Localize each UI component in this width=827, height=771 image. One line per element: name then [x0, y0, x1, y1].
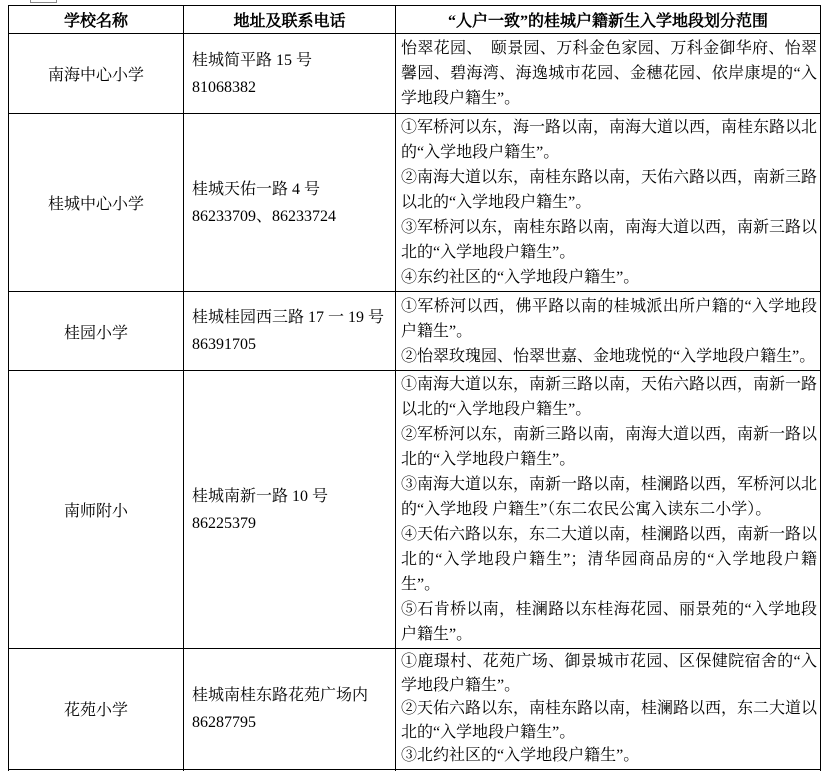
zone-item: ②天佑六路以东，南桂东路以南，桂澜路以西，东二大道以北的“入学地段户籍生”。	[401, 700, 818, 741]
phone-line: 86391705	[192, 336, 256, 353]
address-cell	[184, 34, 396, 114]
address-line: 桂城南新一路 10 号	[192, 487, 329, 505]
zone-list-cell	[396, 34, 821, 114]
column-header-address: 地址及联系电话	[184, 6, 396, 34]
table-row	[9, 114, 821, 292]
zone-item: ①军桥河以西，佛平路以南的桂城派出所户籍的“入学地段户籍生”。	[401, 297, 817, 340]
column-header-zones: “人户一致”的桂城户籍新生入学地段划分范围	[396, 6, 821, 34]
address-cell	[184, 292, 396, 371]
address-line: 桂城简平路 15 号	[192, 51, 313, 69]
phone-line: 86287795	[192, 713, 256, 731]
address-cell	[184, 371, 396, 649]
zone-list-cell	[396, 371, 821, 649]
column-header-school: 学校名称	[9, 6, 184, 34]
table-row	[9, 371, 821, 649]
school-name-cell: 桂城中心小学	[9, 114, 184, 292]
zone-item: ④天佑六路以东，东二大道以南，桂澜路以西，南新一路以北的“入学地段户籍生”；清华园商品房的“入学地段户籍生”。	[401, 526, 818, 593]
phone-line: 81068382	[192, 78, 256, 96]
zone-list-cell	[396, 292, 821, 371]
zone-item: ②南海大道以东，南桂东路以南，天佑六路以西，南新三路以北的“入学地段户籍生”。	[401, 169, 818, 211]
phone-line: 86225379	[192, 514, 256, 532]
zone-item: ①南海大道以东，南新三路以南，天佑六路以西，南新一路以北的“入学地段户籍生”。	[401, 376, 818, 418]
address-line: 桂城南桂东路花苑广场内	[192, 686, 369, 704]
school-name-cell: 南师附小	[9, 371, 184, 649]
zone-item: ②军桥河以东，南新三路以南，南海大道以西，南新一路以北的“入学地段户籍生”。	[401, 426, 818, 468]
school-name-cell: 花苑小学	[9, 649, 184, 770]
zone-item: ③军桥河以东，南桂东路以南，南海大道以西，南新三路以北的“入学地段户籍生”。	[401, 219, 818, 261]
zone-item: 怡翠花园、 颐景园、万科金色家园、万科金御华府、怡翠馨园、碧海湾、海逸城市花园、金穗花园、依岸康堤的“入学地段户籍生”。	[401, 40, 817, 107]
zone-item: ①鹿璟村、花苑广场、御景城市花园、区保健院宿舍的“入学地段户籍生”。	[401, 653, 817, 694]
table-row	[9, 649, 821, 770]
address-cell	[184, 649, 396, 770]
zone-item: ④东约社区的“入学地段户籍生”。	[401, 269, 640, 286]
header-row	[9, 6, 821, 34]
address-cell	[184, 114, 396, 292]
school-name-cell: 桂园小学	[9, 292, 184, 371]
school-zones-table	[8, 5, 821, 771]
school-name-cell: 南海中心小学	[9, 34, 184, 114]
zone-item: ③南海大道以东，南新一路以南，桂澜路以西，军桥河以北的“入学地段 户籍生”（东二农民公寓入读东二小学）。	[401, 476, 818, 518]
zone-item: ⑤石肯桥以南，桂澜路以东桂海花园、丽景苑的“入学地段户籍生”。	[401, 601, 817, 643]
table-row	[9, 292, 821, 371]
zone-item: ②怡翠玫瑰园、怡翠世嘉、金地珑悦的“入学地段户籍生”。	[401, 347, 816, 365]
table-row	[9, 34, 821, 114]
clipped-content-artifact	[30, 0, 57, 3]
address-line: 桂城桂园西三路 17 一 19 号	[192, 309, 385, 326]
zone-list-cell	[396, 649, 821, 770]
phone-line: 86233709、86233724	[192, 207, 337, 225]
address-line: 桂城天佑一路 4 号	[192, 180, 321, 198]
zone-list-cell	[396, 114, 821, 292]
zone-item: ③北约社区的“入学地段户籍生”。	[401, 747, 640, 764]
zone-item: ①军桥河以东，海一路以南，南海大道以西，南桂东路以北的“入学地段户籍生”。	[401, 119, 818, 161]
